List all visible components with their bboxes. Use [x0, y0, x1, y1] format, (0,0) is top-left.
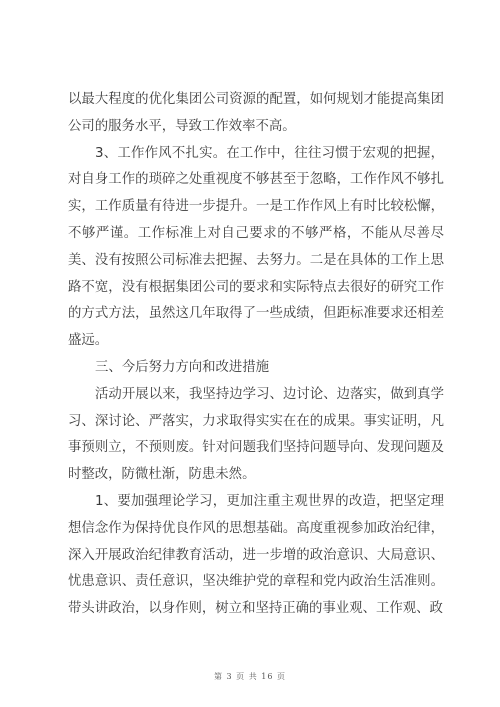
paragraph-resource-allocation: 以最大程度的优化集团公司资源的配置，如何规划才能提高集团公司的服务水平，导致工作效率不高。: [68, 92, 444, 134]
section-heading: 三、今后努力方向和改进措施: [95, 359, 270, 375]
paragraph-work-style: 3、工作作风不扎实。在工作中，往往习惯于宏观的把握，对自身工作的琐碎之处重视度不够甚至于忽略，工作作风不够扎实，工作质量有待进一步提升。一是工作作风上有时比较松懈，不够严谨。工作标准上对自己要求的不够严格，不能从尽善尽美、没有按照公司标准去把握、去努力。二是在具体的工作上思路不宽，没有根据集团公司的要求和实际特点去很好的研究工作的方式方法，虽然这几年取得了一些成绩，但距标准要求还相差盛远。: [68, 145, 444, 349]
paragraph-theory-study: 1、要加强理论学习，更加注重主观世界的改造，把坚定理想信念作为保持优良作风的思想基础。高度重视参加政治纪律，深入开展政治纪律教育活动，进一步增的政治意识、大局意识、忧患意识、责任意识，坚决维护党的章程和党内政治生活准则。带头讲政治，以身作则，树立和坚持正确的事业观、工作观、政: [68, 493, 444, 617]
document-body: [68, 87, 444, 623]
page-number-footer: 第 3 页 共 16 页: [214, 672, 286, 681]
paragraph-activity: 活动开展以来，我坚持边学习、边讨论、边落实，做到真学习、深讨论、严落实，力求取得实实在在的成果。事实证明，凡事预则立，不预则废。针对问题我们坚持问题导向、发现问题及时整改，防微杜渐，防患未然。: [68, 386, 444, 483]
